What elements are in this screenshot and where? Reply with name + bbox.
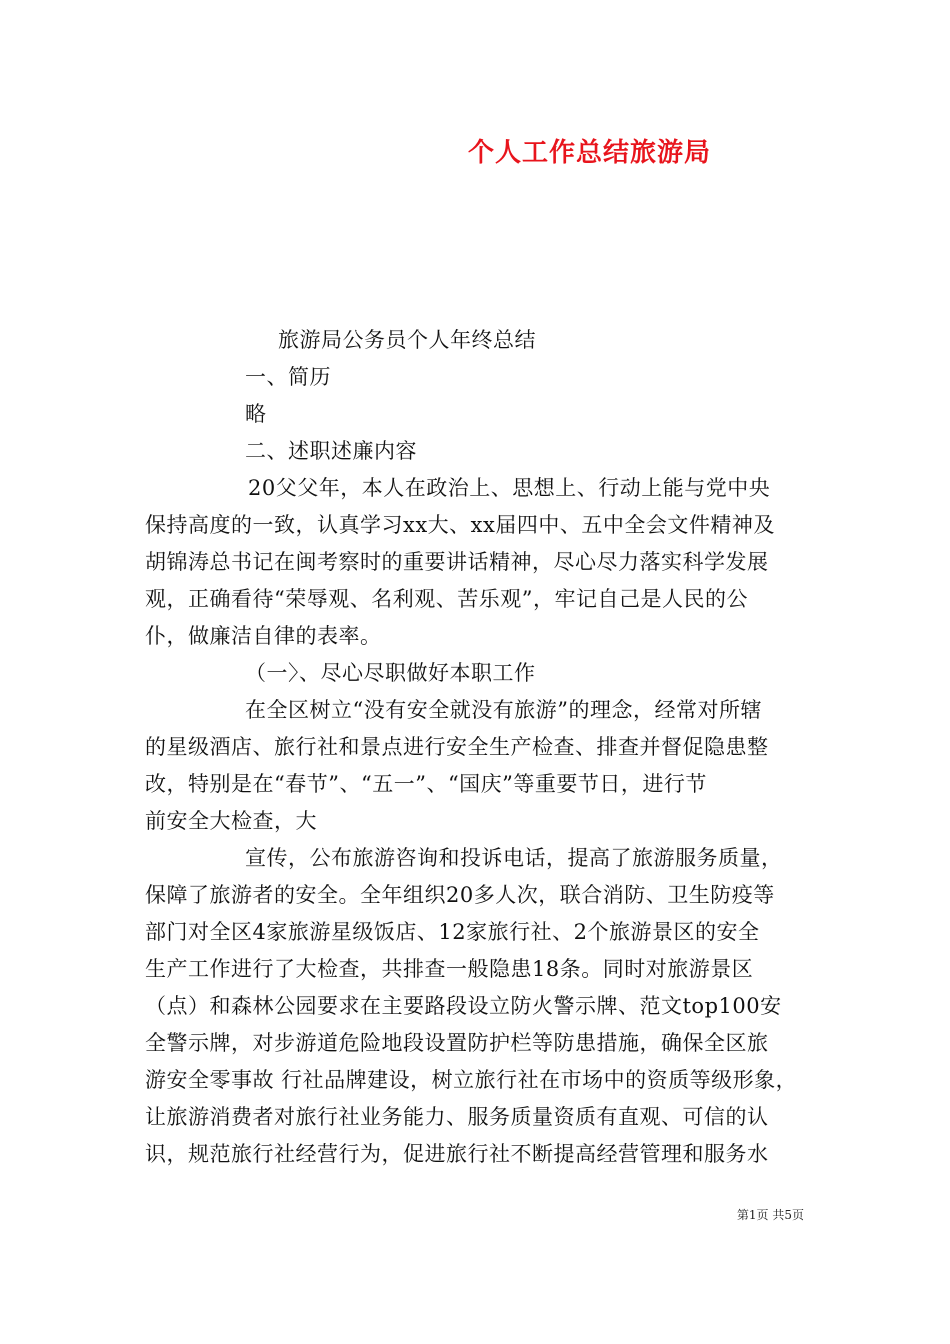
para3-line: 识，规范旅行社经营行为，促进旅行社不断提高经营管理和服务水: [145, 1142, 769, 1166]
para2-line: 在全区树立“没有安全就没有旅游”的理念，经常对所辖: [245, 698, 762, 722]
para3-line: （点）和森林公园要求在主要路段设立防火警示牌、范文top100安: [145, 994, 782, 1018]
para2-line: 的星级酒店、旅行社和景点进行安全生产检查、排查并督促隐患整: [145, 735, 769, 759]
para3-line: 宣传，公布旅游咨询和投诉电话，提高了旅游服务质量，: [245, 846, 783, 870]
para1-line: 仆，做廉洁自律的表率。: [145, 624, 382, 648]
section2-heading: 二、述职述廉内容: [245, 439, 417, 463]
para1-line: 保持高度的一致，认真学习xx大、xx届四中、五中全会文件精神及: [145, 513, 775, 537]
section1-body: 略: [245, 402, 267, 426]
para3-line: 游安全零事故 行社品牌建设，树立旅行社在市场中的资质等级形象，: [145, 1068, 798, 1092]
page-number: 第1页 共5页: [736, 1208, 804, 1222]
para3-line: 部门对全区4家旅游星级饭店、12家旅行社、2个旅游景区的安全: [145, 920, 760, 944]
para3-line: 全警示牌，对步游道危险地段设置防护栏等防患措施，确保全区旅: [145, 1031, 769, 1055]
para1-line: 胡锦涛总书记在闽考察时的重要讲话精神，尽心尽力落实科学发展: [145, 550, 769, 574]
subtitle: 旅游局公务员个人年终总结: [278, 328, 536, 352]
para3-line: 让旅游消费者对旅行社业务能力、服务质量资质有直观、可信的认: [145, 1105, 769, 1129]
para2-line: 改，特别是在“春节”、“五一”、“国庆”等重要节日，进行节: [145, 772, 707, 796]
section1-heading: 一、简历: [245, 365, 331, 389]
para2-line: 前安全大检查，大: [145, 809, 317, 833]
document-title: 个人工作总结旅游局: [468, 138, 712, 168]
para1-line: 观，正确看待“荣辱观、名利观、苦乐观”，牢记自己是人民的公: [145, 587, 748, 611]
para3-line: 保障了旅游者的安全。全年组织20多人次，联合消防、卫生防疫等: [145, 883, 775, 907]
sub-heading: （一〉、尽心尽职做好本职工作: [245, 661, 536, 685]
para3-line: 生产工作进行了大检查，共排查一般隐患18条。同时对旅游景区: [145, 957, 754, 981]
para1-line: 20父父年，本人在政治上、思想上、行动上能与党中央: [248, 476, 771, 500]
